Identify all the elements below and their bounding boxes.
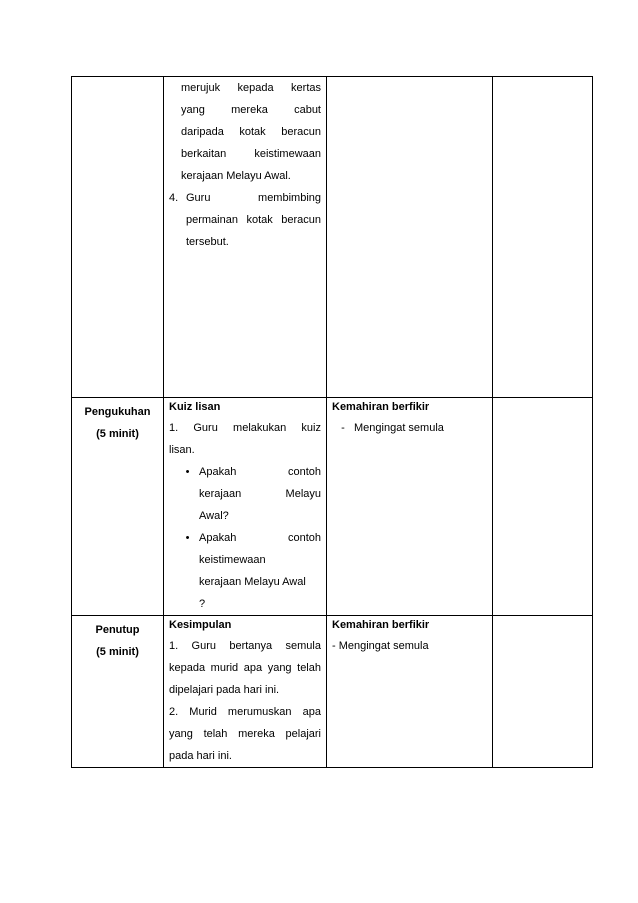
bullet-icon: • [185, 466, 190, 478]
question-line: Awal? [199, 510, 229, 522]
activity-line: dipelajari pada hari ini. [169, 684, 280, 696]
table-row [72, 77, 593, 398]
activity-line: berkaitan keistimewaan [181, 148, 321, 160]
question-line: kerajaan Melayu Awal [199, 576, 306, 588]
question-line: ? [199, 598, 206, 610]
stage-title: Penutup [95, 624, 140, 636]
dash-icon: - [341, 422, 345, 434]
skill-cell [327, 616, 493, 768]
activity-heading: Kesimpulan [169, 619, 232, 631]
activity-line: 1. Guru bertanya semula [169, 640, 321, 652]
skill-title: Kemahiran berfikir [332, 619, 430, 631]
question-item [169, 527, 321, 615]
stage-cell [72, 398, 164, 616]
stage-cell [72, 616, 164, 768]
question-line: keistimewaan [199, 554, 266, 566]
skill-cell [327, 77, 493, 398]
activity-line: pada hari ini. [169, 750, 232, 762]
step-line: tersebut. [186, 236, 229, 248]
activity-cell [164, 77, 327, 398]
step-line: Guru membimbing [186, 192, 321, 204]
table-row [72, 398, 593, 616]
question-line: Apakah contoh [199, 466, 321, 478]
skill-text: Mengingat semula [354, 422, 444, 434]
step-number: 4. [169, 192, 179, 204]
note-cell [493, 398, 593, 616]
activity-line: daripada kotak beracun [181, 126, 321, 138]
question-item [169, 461, 321, 527]
skill-text: - Mengingat semula [332, 640, 429, 652]
question-line: Apakah contoh [199, 532, 321, 544]
note-cell [493, 616, 593, 768]
skill-item [332, 417, 487, 439]
activity-line: merujuk kepada kertas [181, 82, 321, 94]
activity-cell [164, 616, 327, 768]
activity-cell [164, 398, 327, 616]
stage-cell [72, 77, 164, 398]
activity-line: yang mereka cabut [181, 104, 321, 116]
step-4 [169, 187, 321, 253]
skill-cell [327, 398, 493, 616]
stage-duration: (5 minit) [96, 428, 139, 440]
table-row [72, 616, 593, 768]
step-line: permainan kotak beracun [186, 214, 321, 226]
stage-title: Pengukuhan [84, 406, 151, 418]
lesson-plan-table [71, 76, 593, 768]
skill-title: Kemahiran berfikir [332, 401, 430, 413]
activity-heading: Kuiz lisan [169, 401, 221, 413]
activity-line: 2. Murid merumuskan apa [169, 706, 321, 718]
activity-line: kepada murid apa yang telah [169, 662, 321, 674]
activity-line: yang telah mereka pelajari [169, 728, 321, 740]
activity-line: lisan. [169, 444, 195, 456]
note-cell [493, 77, 593, 398]
activity-line: kerajaan Melayu Awal. [181, 170, 291, 182]
stage-duration: (5 minit) [96, 646, 139, 658]
question-line: kerajaan Melayu [199, 488, 321, 500]
activity-line: 1. Guru melakukan kuiz [169, 422, 321, 434]
bullet-icon: • [185, 532, 190, 544]
